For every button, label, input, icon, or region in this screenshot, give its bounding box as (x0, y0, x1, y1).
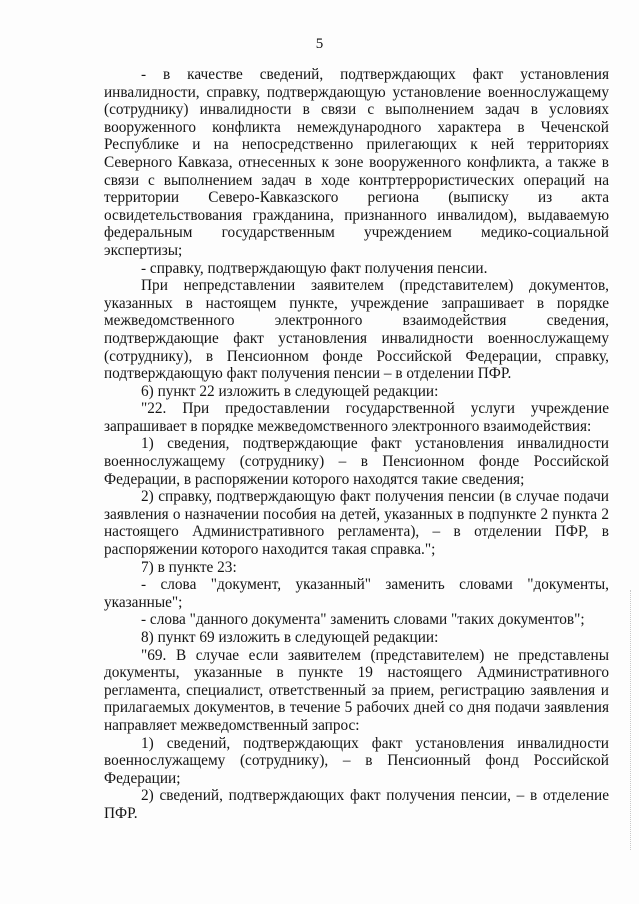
paragraph-clause-22-item-1: 1) сведения, подтверждающие факт установления инвалидности военнослужащему (сотруднику) – в Пенсионном фонде Российской Федерации, в распоряжении которого находятся такие сведения; (104, 435, 609, 488)
scan-margin-dots (626, 590, 631, 850)
paragraph-item-7-replace-2: - слова "данного документа" заменить словами "таких документов"; (141, 611, 585, 629)
paragraph-interagency-request: При непредставлении заявителем (представителем) документов, указанных в настоящем пункте, учреждение запрашивает в порядке межведомственного электронного взаимодействия сведения, подтверждающие факт установления инвалидности военнослужащему (сотруднику), в Пенсионном фонде Российской Федерации, справку, подтверждающую факт получения пенсии – в отделении ПФР. (104, 277, 609, 383)
document-body (104, 66, 609, 823)
paragraph-item-7-replace-1: - слова "документ, указанный" заменить словами "документы, указанные"; (104, 576, 609, 611)
paragraph-clause-69-item-1: 1) сведений, подтверждающих факт установления инвалидности военнослужащему (сотруднику), – в Пенсионный фонд Российской Федерации; (104, 734, 609, 787)
paragraph-clause-69-item-2: 2) сведений, подтверждающих факт получения пенсии, – в отделение ПФР. (104, 787, 609, 822)
paragraph-clause-22: "22. При предоставлении государственной услуги учреждение запрашивает в порядке межведомственного электронного взаимодействия: (104, 400, 609, 435)
paragraph-item-8: 8) пункт 69 изложить в следующей редакции: (141, 629, 439, 646)
paragraph-item-6: 6) пункт 22 изложить в следующей редакции: (141, 382, 439, 400)
paragraph-clause-69: "69. В случае если заявителем (представителем) не представлены документы, указанные в пункте 19 настоящего Административного регламента, специалист, ответственный за прием, регистрацию заявления и прилагаемых документов, в течение 5 рабочих дней со дня подачи заявления направляет межведомственный запрос: (104, 646, 609, 734)
page-number: 5 (315, 36, 324, 52)
paragraph-pension-certificate: - справку, подтверждающую факт получения пенсии. (141, 259, 488, 277)
paragraph-clause-22-item-2: 2) справку, подтверждающую факт получения пенсии (в случае подачи заявления о назначении пособия на детей, указанных в подпункте 2 пункта 2 настоящего Административного регламента), – в отделении ПФР, в распоряжении которого находится такая справка."; (104, 488, 609, 559)
paragraph-disability-certificate: - в качестве сведений, подтверждающих факт установления инвалидности, справку, подтверждающую установление военнослужащему (сотруднику) инвалидности в связи с выполнением задач в условиях вооруженного конфликта немеждународного характера в Чеченской Республике и на непосредственно прилегающих к ней территориях Северного Кавказа, отнесенных к зоне вооруженного конфликта, а также в связи с выполнением задач в ходе контртеррористических операций на территории Северо-Кавказского региона (выписку из акта освидетельствования гражданина, признанного инвалидом), выдаваемую федеральным государственным учреждением медико-социальной экспертизы; (104, 66, 609, 259)
paragraph-item-7: 7) в пункте 23: (141, 558, 237, 576)
